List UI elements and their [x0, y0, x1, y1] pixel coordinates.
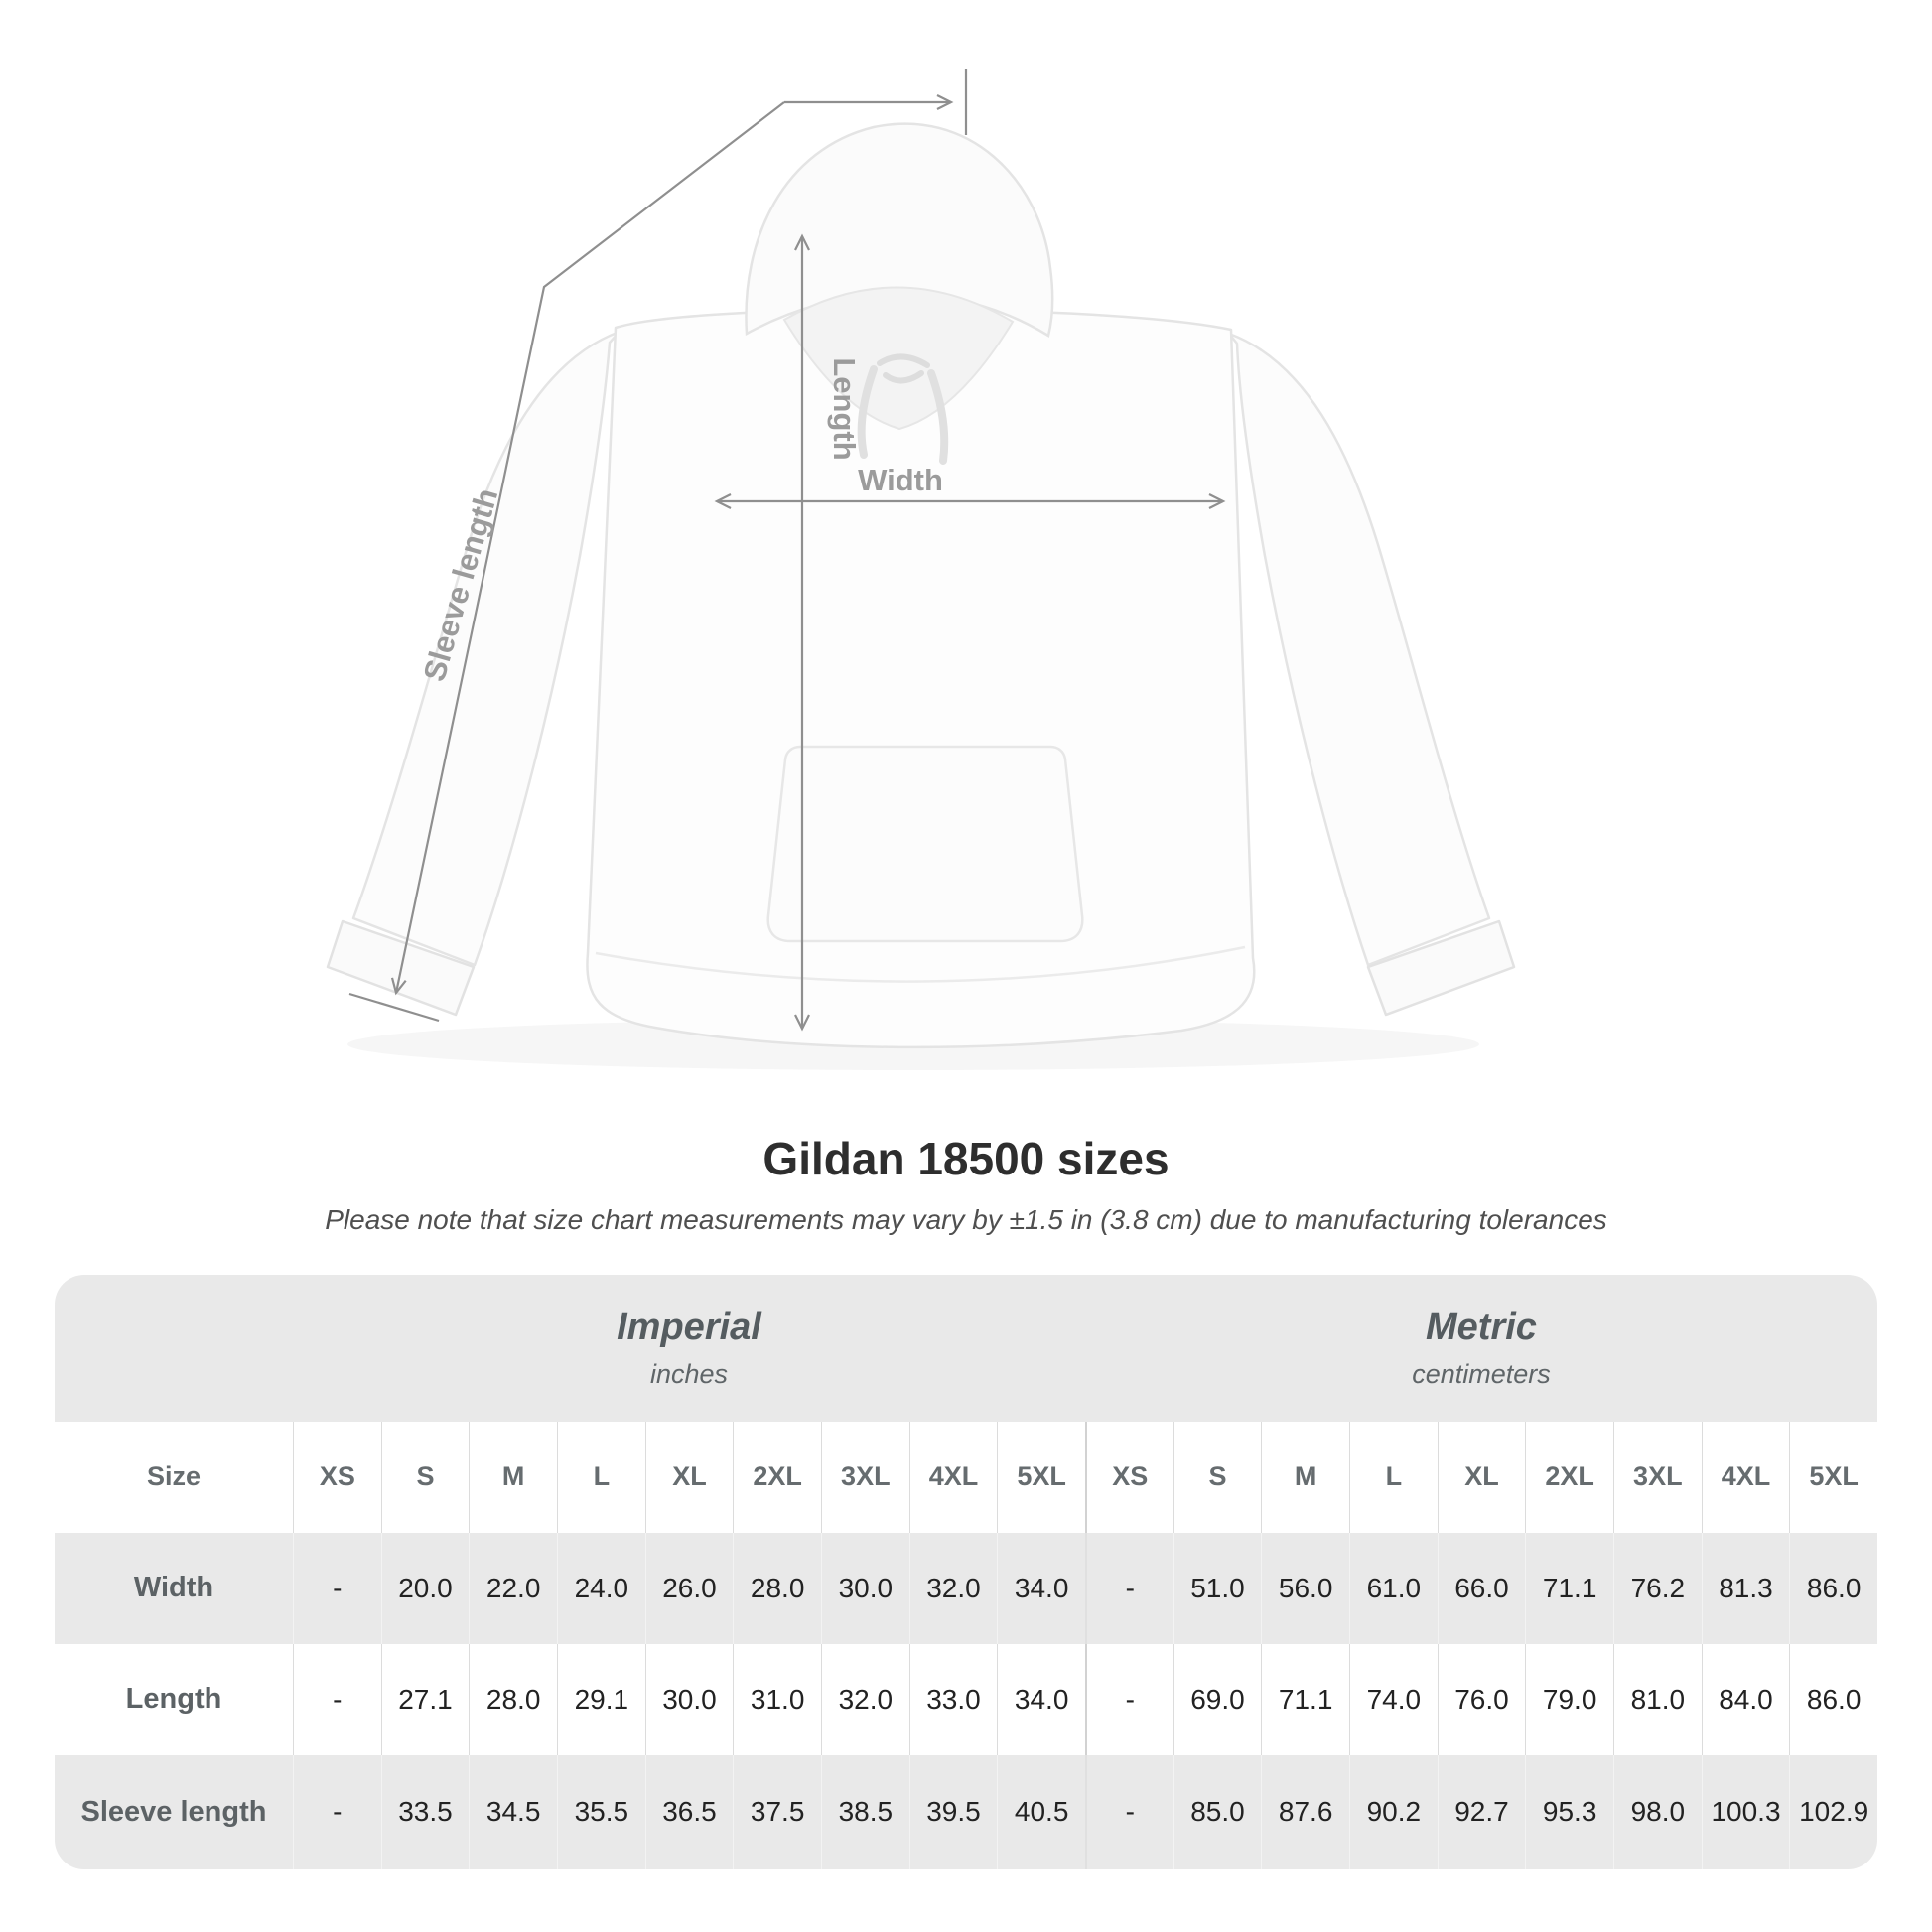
size-col-header: 4XL [1702, 1422, 1790, 1533]
size-value-cell: 40.5 [997, 1755, 1085, 1869]
size-col-header: XL [1438, 1422, 1526, 1533]
size-corner-header: Size [55, 1422, 293, 1533]
size-chart-table [55, 1275, 1877, 1869]
size-value-cell: 22.0 [469, 1533, 557, 1644]
size-value-cell: 84.0 [1702, 1644, 1790, 1755]
size-value-cell: 69.0 [1173, 1644, 1262, 1755]
size-value-cell: - [293, 1644, 381, 1755]
imperial-unit: inches [649, 1358, 729, 1389]
size-col-header: 2XL [733, 1422, 821, 1533]
size-value-cell: 71.1 [1261, 1644, 1349, 1755]
size-value-cell: 76.0 [1438, 1644, 1526, 1755]
size-value-cell: 37.5 [733, 1755, 821, 1869]
size-col-header: M [469, 1422, 557, 1533]
size-value-cell: 35.5 [557, 1755, 645, 1869]
group-header-blank [55, 1275, 293, 1422]
size-value-cell: 95.3 [1525, 1755, 1613, 1869]
size-value-cell: 51.0 [1173, 1533, 1262, 1644]
size-value-cell: 32.0 [821, 1644, 909, 1755]
size-value-cell: 24.0 [557, 1533, 645, 1644]
size-value-cell: - [1085, 1533, 1173, 1644]
row-label: Width [55, 1533, 293, 1644]
size-value-cell: 30.0 [645, 1644, 734, 1755]
imperial-label: Imperial [617, 1306, 761, 1348]
size-value-cell: 34.0 [997, 1644, 1085, 1755]
size-value-cell: 31.0 [733, 1644, 821, 1755]
tolerance-note: Please note that size chart measurements may vary by ±1.5 in (3.8 cm) due to manufacturing tolerances [325, 1204, 1607, 1235]
size-value-cell: 33.5 [381, 1755, 470, 1869]
size-value-cell: 61.0 [1349, 1533, 1438, 1644]
size-col-header: S [381, 1422, 470, 1533]
size-value-cell: 28.0 [469, 1644, 557, 1755]
size-value-cell: 36.5 [645, 1755, 734, 1869]
size-value-cell: 85.0 [1173, 1755, 1262, 1869]
size-value-cell: 102.9 [1789, 1755, 1877, 1869]
size-col-header: 4XL [909, 1422, 998, 1533]
size-value-cell: - [1085, 1755, 1173, 1869]
size-value-cell: 92.7 [1438, 1755, 1526, 1869]
size-col-header: 5XL [997, 1422, 1085, 1533]
size-value-cell: - [293, 1533, 381, 1644]
size-value-cell: 30.0 [821, 1533, 909, 1644]
metric-group-header [1085, 1275, 1877, 1422]
size-value-cell: 66.0 [1438, 1533, 1526, 1644]
size-value-cell: 20.0 [381, 1533, 470, 1644]
hoodie-illustration [328, 124, 1514, 1070]
size-value-cell: - [293, 1755, 381, 1869]
sleeve-length-label: Sleeve length [416, 484, 505, 685]
size-value-cell: 79.0 [1525, 1644, 1613, 1755]
size-col-header: 5XL [1789, 1422, 1877, 1533]
size-value-cell: 100.3 [1702, 1755, 1790, 1869]
size-value-cell: 38.5 [821, 1755, 909, 1869]
size-value-cell: 26.0 [645, 1533, 734, 1644]
size-col-header: L [557, 1422, 645, 1533]
size-value-cell: 87.6 [1261, 1755, 1349, 1869]
size-value-cell: 27.1 [381, 1644, 470, 1755]
length-label: Length [827, 357, 862, 461]
size-value-cell: 28.0 [733, 1533, 821, 1644]
size-value-cell: 86.0 [1789, 1644, 1877, 1755]
size-col-header: XS [293, 1422, 381, 1533]
size-value-cell: 74.0 [1349, 1644, 1438, 1755]
metric-label: Metric [1426, 1306, 1537, 1348]
size-value-cell: 29.1 [557, 1644, 645, 1755]
size-value-cell: 86.0 [1789, 1533, 1877, 1644]
hoodie-left-sleeve [353, 332, 620, 965]
hoodie-pocket [768, 747, 1083, 941]
size-value-cell: 34.5 [469, 1755, 557, 1869]
width-label: Width [858, 463, 943, 497]
imperial-group-header [293, 1275, 1085, 1422]
size-col-header: XL [645, 1422, 734, 1533]
size-value-cell: 76.2 [1613, 1533, 1702, 1644]
size-col-header: XS [1085, 1422, 1173, 1533]
row-label: Sleeve length [55, 1755, 293, 1869]
size-value-cell: - [1085, 1644, 1173, 1755]
hoodie-right-sleeve [1229, 334, 1489, 965]
row-label: Length [55, 1644, 293, 1755]
size-col-header: L [1349, 1422, 1438, 1533]
size-col-header: 3XL [821, 1422, 909, 1533]
size-value-cell: 98.0 [1613, 1755, 1702, 1869]
size-col-header: M [1261, 1422, 1349, 1533]
size-col-header: 3XL [1613, 1422, 1702, 1533]
size-value-cell: 33.0 [909, 1644, 998, 1755]
size-value-cell: 81.0 [1613, 1644, 1702, 1755]
metric-unit: centimeters [1412, 1358, 1551, 1389]
size-value-cell: 81.3 [1702, 1533, 1790, 1644]
size-value-cell: 34.0 [997, 1533, 1085, 1644]
size-col-header: 2XL [1525, 1422, 1613, 1533]
size-value-cell: 32.0 [909, 1533, 998, 1644]
size-value-cell: 71.1 [1525, 1533, 1613, 1644]
page-title: Gildan 18500 sizes [762, 1133, 1170, 1184]
size-value-cell: 56.0 [1261, 1533, 1349, 1644]
size-value-cell: 39.5 [909, 1755, 998, 1869]
size-value-cell: 90.2 [1349, 1755, 1438, 1869]
size-col-header: S [1173, 1422, 1262, 1533]
